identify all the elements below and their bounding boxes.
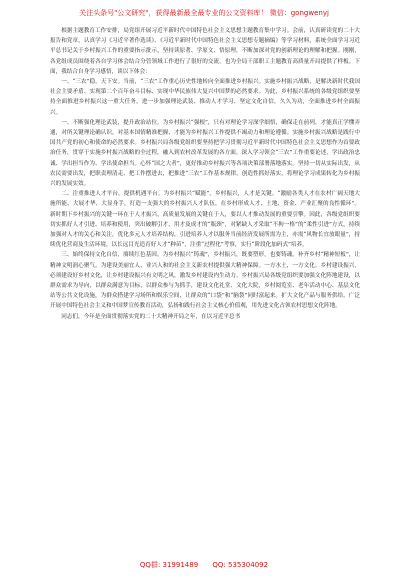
paragraph-overview: 一、“三农”稳，天下安。当前，“三农”工作重心历史性地转向全面推进乡村振兴。实施乡村振兴战略，是解决新时代我国社会主要矛盾、实现第二个百年奋斗目标、实现中华民族伟大复兴中国梦的必然要求。为此，乡村振兴系统的各级党组织要坚持全面推进乡村振兴这一重大任务，进一步加强理论武装、推动人才学习、坚定文化自信，久久为功，全面推进乡村全面振兴。 (50, 79, 360, 116)
paragraph-talent: 二、注重推进人才平台，提供机遇平台。为乡村振兴“赋能”，乡村振兴，人才是关键。“激励各类人才在农村广阔天地大施所能、大展才华、大显身手，打造一支强大的乡村振兴人才队伍，在乡村形成人才、土地、资金、产业汇聚的良性循环”。新时期下乡村振兴的关键一环在于人才振兴，高质量发展的关键在于人，要以人才推动发展的重要引擎。因此，各级党组织要切实抓好人才引进、培养和使用，突出破解引才、用才及成才的“瓶颈”，对紧缺人才采取“不拘一格”的“柔性引进”方式，持续加强对人才的关心和关注，优化多元人才培养结构，引进培养人才以服务当前经济发展所需为主，亦需“风物长宜放眼量”，持续优化营商及生活环境，以长远目光造育好人才“种苗”，注重“过程化”考察，实行“阶段化加码式”培养。 (50, 191, 360, 249)
paragraph-intro: 根据主题教育工作安排，局党组开展习近平新时代中国特色社会主义思想主题教育集中学习。会前，认真研读党的二十大报告和党章，认真学习《习近平著作选读》、《习近平新时代中国特色社会主义思想专题摘编》等学习材料，系统全面学习习近平总书记关于乡村振兴工作的重要指示批示，坚持读原著、学原文、悟原理，不断加深对党的创新理论的理解和把握。刚刚，各党组成员围绕着各自学习体会结合分管领域工作进行了很好的交流，也为全局干部职工主题教育高质量开局提供了样板。下面，我结合自身学习感悟，谈以下体会： (50, 28, 360, 75)
qq-text: QQ: 535304092 (212, 561, 269, 569)
document-body (50, 26, 360, 322)
paragraph-culture: 三、始终保持文化自信，赓续红色基因。为乡村振兴“铸魂”，乡村振兴，既要塑形，也要铸魂。补齐乡村“精神短板”，让精神文明润心聚气，为建设美丽宜人、业兴人和的社会主义新农村提供强大精神保障。一方水土，一方文化。乡村建设振兴，必须建设好乡村文化，让乡村建设振兴有文明之风，激发乡村建设内生动力。乡村振兴局各级党组织要加强文化阵地建设，以群众需求为导向，以群众满意为目标，以群众参与为抓手，建设文化礼堂、文化大院，乡村阅览室、老年活动中心、基层文化站等公共文化设施，为群众搭建学习场所和娱乐空间，让群众的“口袋”和“脑袋”同时富起来。扩大文化产品与服务供给，广泛开展中国特色社会主义和中国梦宣传教育活动，弘扬和践行社会主义核心价值观，用先进文化占领农村思想文化阵地。 (50, 252, 360, 310)
qq-group-text: QQ群: 31991489 (139, 561, 199, 569)
header-banner: 关注头条号"公文研究"，获得最新最全最专业的公文资料库！ 微信：gongwenyj (79, 9, 329, 17)
footer-contact (0, 560, 408, 570)
paragraph-closing: 同志们，今年是全面贯彻落实党的二十大精神开局之年，在以习近平总书 (61, 313, 241, 320)
paragraph-theory: 一、不断强化理论武装，提升政治站位。为乡村振兴“强根”，只有对理论学习深学细悟，确保走在前列，才能真正学懂弄通，对所关键理论确认识，对基本国情精准把握，才能为乡村振兴工作提供不竭动力和理论遵循。实施乡村振兴战略是践行中国共产党的初心和使命的必然要求。乡村振兴局各级党组织要坚持把学习贯彻习近平新时代中国特色社会主义思想作为首要政治任务，贯穿于实施乡村振兴战略的全过程，融入到农村改革发展的各方面。深入学习领会“三农”工作重要论述，学出政治忠诚、学出担当作为、学出使命担当。心怀“国之大者”，更好推动乡村振兴等各项决策部署落地落实。坚持一切从实际出发，从农民需要出发，把职责理清走、把工作摆进去，把推进“三农”工作基本规律，创造性抓好落实，将理论学习成果转化为乡村振兴的发展实效。 (50, 119, 360, 188)
